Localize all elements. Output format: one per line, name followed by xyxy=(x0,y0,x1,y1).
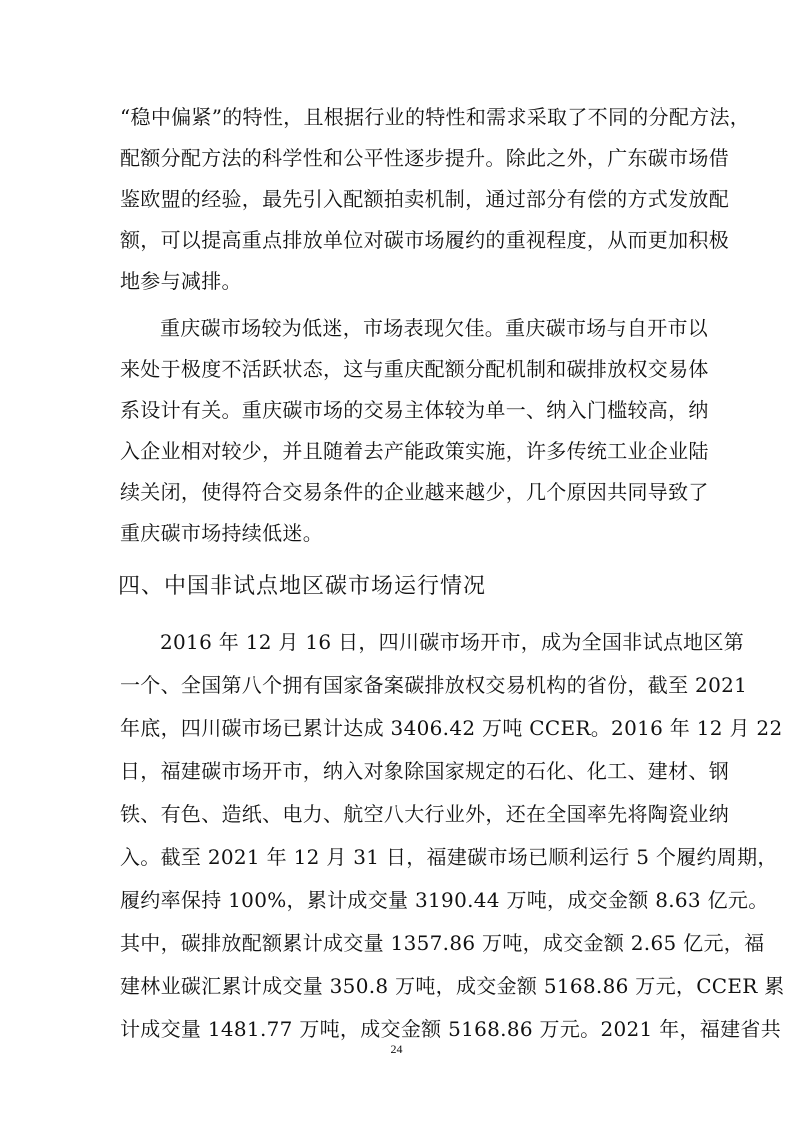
paragraph-chongqing-line-3: 系设计有关。重庆碳市场的交易主体较为单一、纳入门槛较高，纳 xyxy=(120,398,709,422)
section-heading: 四、中国非试点地区碳市场运行情况 xyxy=(118,574,487,599)
paragraph-chongqing-line-1: 重庆碳市场较为低迷，市场表现欠佳。重庆碳市场与自开市以 xyxy=(160,316,709,340)
page-number: 24 xyxy=(390,1042,403,1056)
paragraph-nonpilot-line-1: 2016 年 12 月 16 日，四川碳市场开市，成为全国非试点地区第 xyxy=(160,630,745,654)
paragraph-guangdong-line-4: 额，可以提高重点排放单位对碳市场履约的重视程度，从而更加积极 xyxy=(120,228,729,252)
paragraph-nonpilot-line-7: 履约率保持 100%，累计成交量 3190.44 万吨，成交金额 8.63 亿元。 xyxy=(120,888,769,912)
paragraph-guangdong-line-5: 地参与减排。 xyxy=(120,269,242,293)
paragraph-chongqing-line-4: 入企业相对较少，并且随着去产能政策实施，许多传统工业企业陆 xyxy=(120,439,709,463)
paragraph-guangdong-line-2: 配额分配方法的科学性和公平性逐步提升。除此之外，广东碳市场借 xyxy=(120,146,729,170)
paragraph-nonpilot-line-9: 建林业碳汇累计成交量 350.8 万吨，成交金额 5168.86 万元，CCER 累 xyxy=(120,974,785,998)
paragraph-chongqing-line-6: 重庆碳市场持续低迷。 xyxy=(120,521,323,545)
paragraph-nonpilot-line-4: 日，福建碳市场开市，纳入对象除国家规定的石化、化工、建材、钢 xyxy=(120,759,729,783)
paragraph-nonpilot-line-5: 铁、有色、造纸、电力、航空八大行业外，还在全国率先将陶瓷业纳 xyxy=(120,802,729,826)
paragraph-nonpilot-line-3: 年底，四川碳市场已累计达成 3406.42 万吨 CCER。2016 年 12 月 22 xyxy=(120,716,783,740)
paragraph-nonpilot-line-10: 计成交量 1481.77 万吨，成交金额 5168.86 万元。2021 年，福建省共 xyxy=(120,1017,781,1041)
paragraph-nonpilot-line-6: 入。截至 2021 年 12 月 31 日，福建碳市场已顺利运行 5 个履约周期， xyxy=(120,845,778,869)
paragraph-nonpilot-line-8: 其中，碳排放配额累计成交量 1357.86 万吨，成交金额 2.65 亿元，福 xyxy=(120,931,765,955)
paragraph-nonpilot-line-2: 一个、全国第八个拥有国家备案碳排放权交易机构的省份，截至 2021 xyxy=(120,673,748,697)
paragraph-chongqing-line-2: 来处于极度不活跃状态，这与重庆配额分配机制和碳排放权交易体 xyxy=(120,357,709,381)
paragraph-guangdong-line-3: 鉴欧盟的经验，最先引入配额拍卖机制，通过部分有偿的方式发放配 xyxy=(120,187,729,211)
paragraph-guangdong-line-1: “稳中偏紧”的特性，且根据行业的特性和需求采取了不同的分配方法， xyxy=(120,105,751,129)
paragraph-chongqing-line-5: 续关闭，使得符合交易条件的企业越来越少，几个原因共同导致了 xyxy=(120,480,709,504)
